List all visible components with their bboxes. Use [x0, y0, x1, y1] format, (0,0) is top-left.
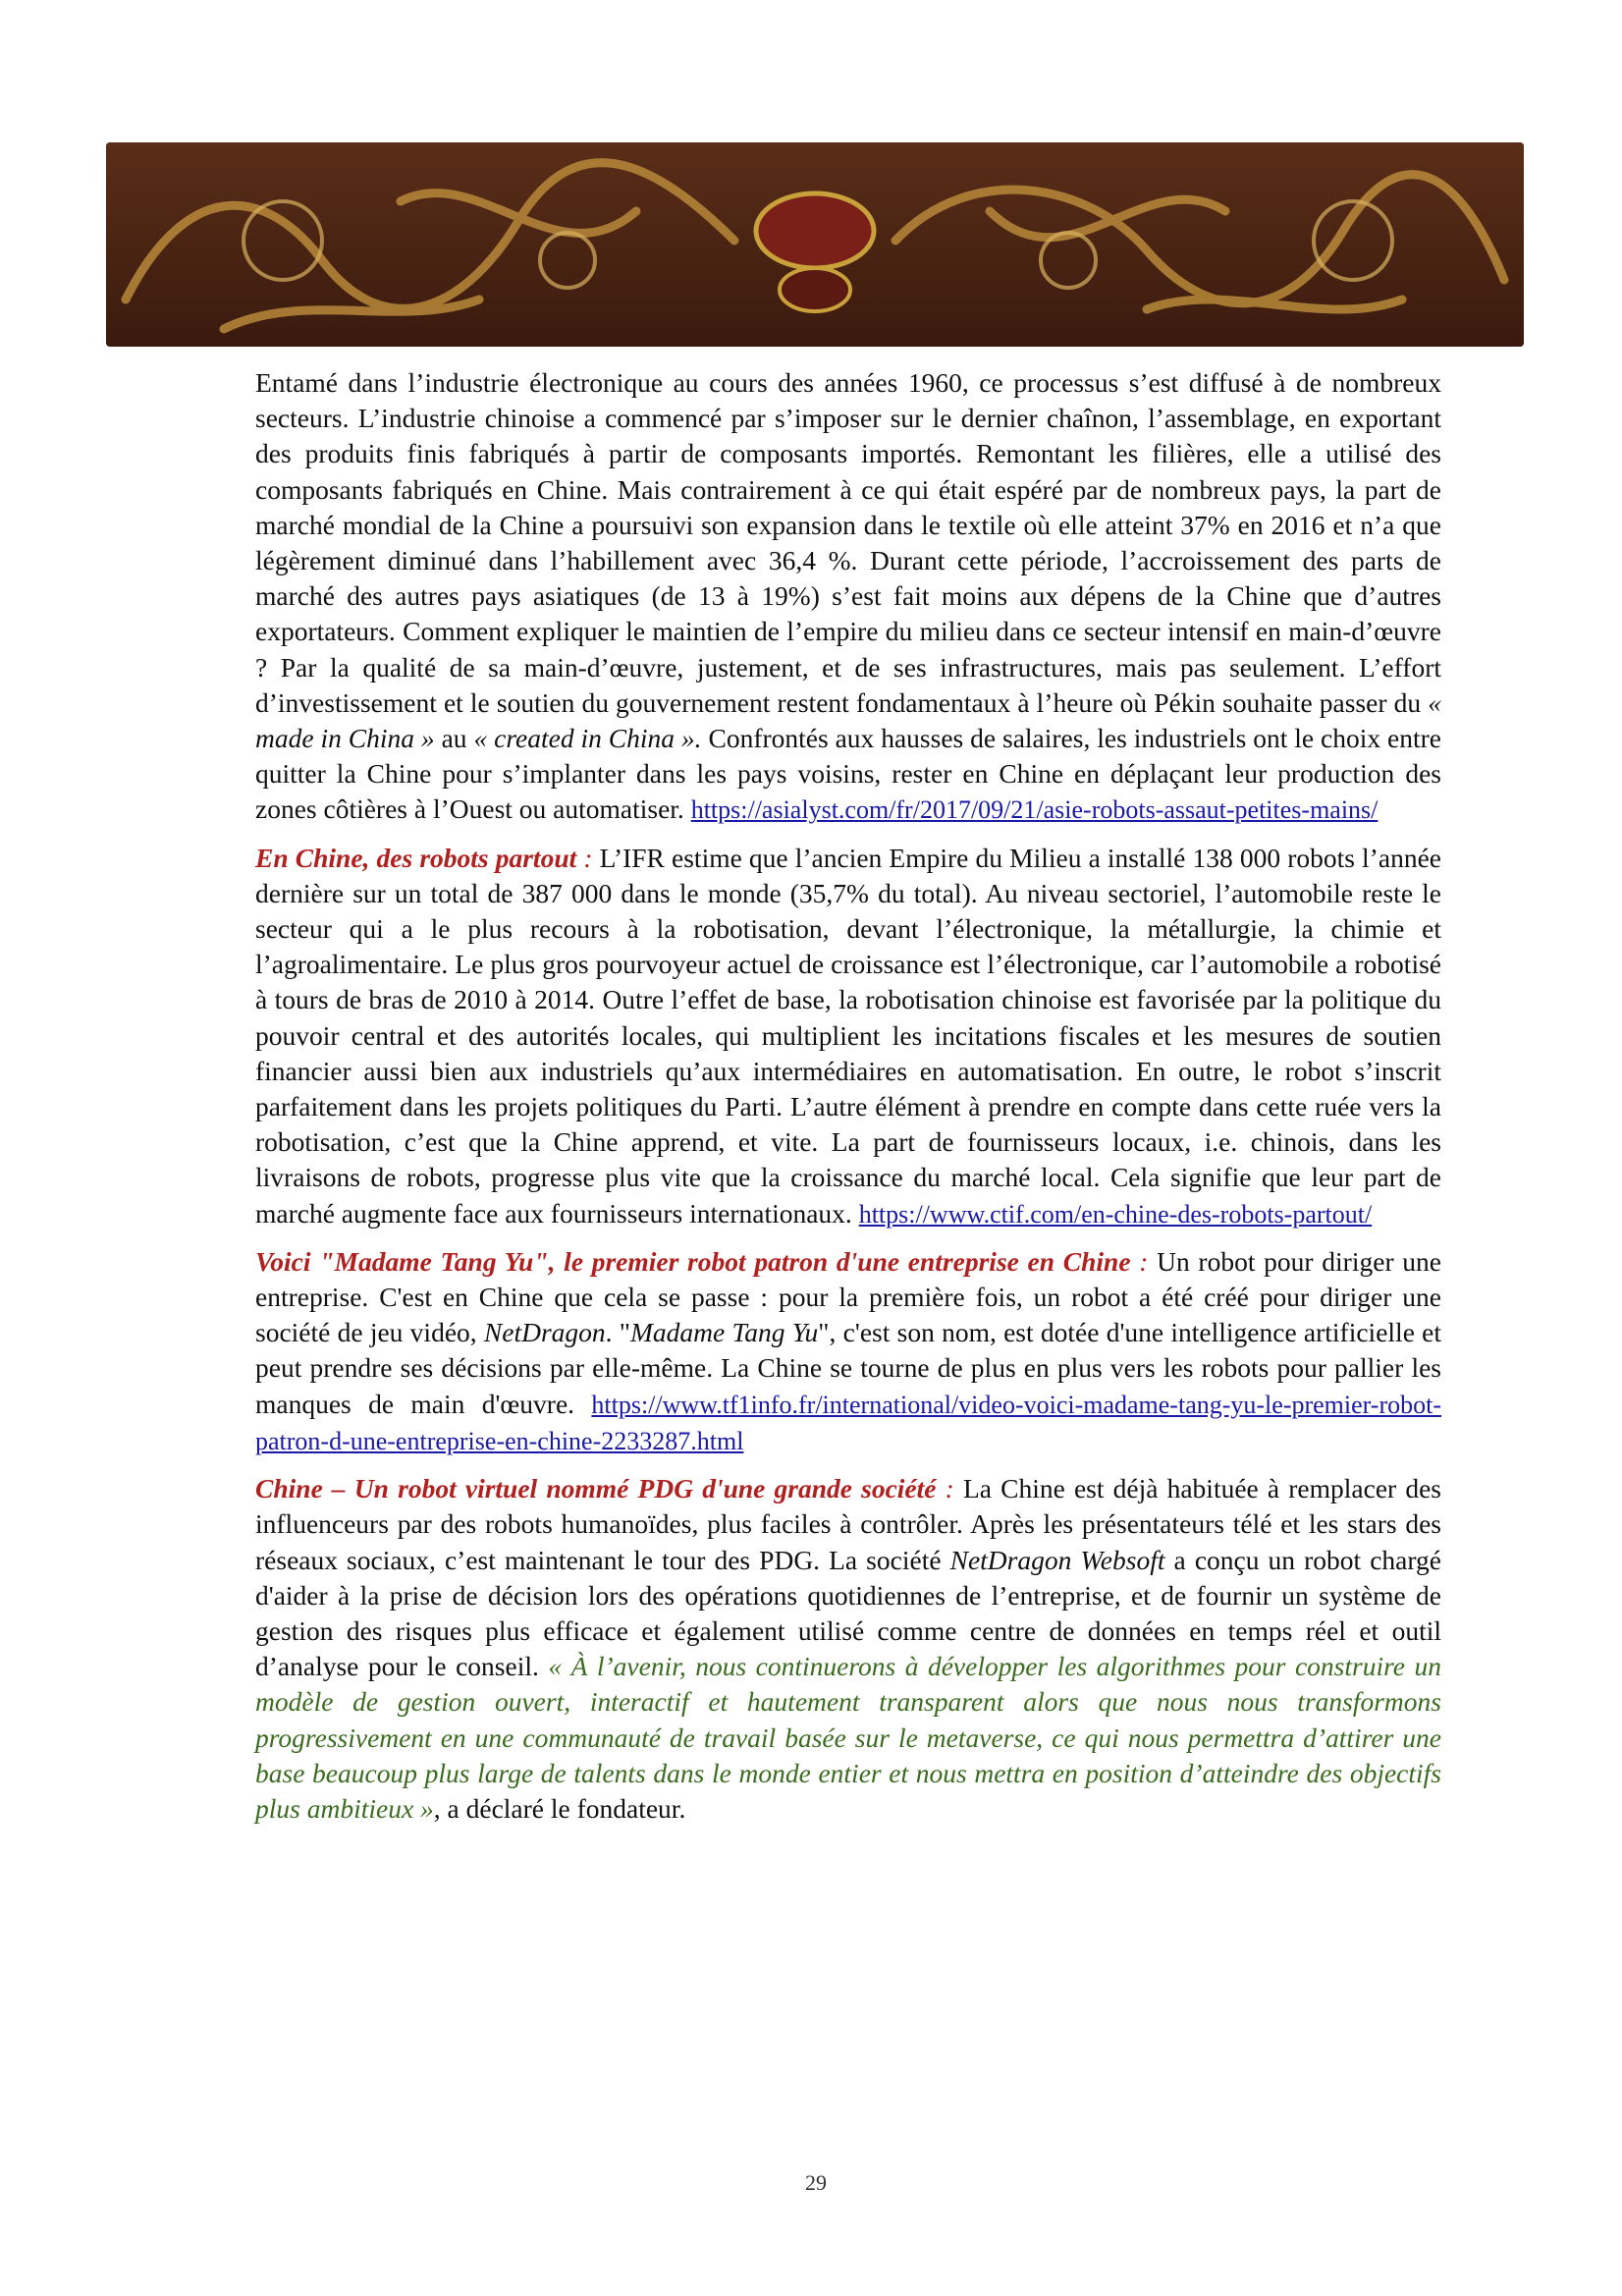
carved-wood-banner-image: [106, 142, 1524, 347]
paragraph-text: au: [434, 723, 474, 754]
carved-wood-panel-image: [106, 142, 1524, 347]
document-body: [255, 365, 1441, 1838]
paragraph-text: , a déclaré le fondateur.: [433, 1792, 686, 1824]
paragraph-2: [255, 841, 1441, 1232]
heading-colon: :: [936, 1473, 954, 1504]
paragraph-text: Confrontés aux hausses de salaires, les industriels ont le choix entre quitter la Chine pour s’implanter dans les pays voisins, rester en Chine en déplaçant leur production des zones côtières à l’Ouest ou automatiser.: [255, 723, 1441, 825]
paragraph-text: Un robot pour diriger une entreprise. C'est en Chine que cela se passe : pour la première fois, un robot a été créé pour diriger une société de jeu vidéo,: [255, 1245, 1442, 1348]
page-number: 29: [805, 2170, 827, 2195]
paragraph-text: Entamé dans l’industrie électronique au cours des années 1960, ce processus s’est diffusé à de nombreux secteurs. L’industrie chinoise a commencé par s’imposer sur le dernier chaînon, l’assemblage, en exportant des produits finis fabriqués à partir de composants importés. Remontant les filières, elle a utilisé des composants fabriqués en Chine. Mais contrairement à ce qui était espéré par de nombreux pays, la part de marché mondial de la Chine a poursuivi son expansion dans le textile où elle atteint 37% en 2016 et n’a que légèrement diminué dans l’habillement avec 36,4 %. Durant cette période, l’accroissement des parts de marché des autres pays asiatiques (de 13 à 19%) s’est fait moins aux dépens de la Chine que d’autres exportateurs. Comment expliquer le maintien de l’empire du milieu dans ce secteur intensif en main-d’œuvre ? Par la qualité de sa main-d’œuvre, justement, et de ses infrastructures, mais pas seulement. L’effort d’investissement et le soutien du gouvernement restent fondamentaux à l’heure où Pékin souhaite passer du: [255, 367, 1441, 718]
emphasis: « created in China ».: [473, 723, 702, 754]
source-link-asialyst[interactable]: https://asialyst.com/fr/2017/09/21/asie-robots-assaut-petites-mains/: [690, 795, 1379, 825]
section-heading: Chine – Un robot virtuel nommé PDG d'une grande société: [255, 1473, 937, 1504]
emphasis: NetDragon Websoft: [949, 1544, 1165, 1575]
emphasis: Madame Tang Yu: [630, 1317, 819, 1348]
paragraph-text: . ": [605, 1317, 631, 1348]
heading-colon: :: [576, 842, 593, 873]
paragraph-4: [255, 1471, 1441, 1827]
quotation: « À l’avenir, nous continuerons à développer les algorithmes pour construire un modèle de gestion ouvert, interactif et hautement transparent alors que nous nous transformons progressivement en une communauté de travail basée sur le metaverse, ce qui nous permettra d’attirer une base beaucoup plus large de talents dans le monde entier et nous mettra en position d’atteindre des objectifs plus ambitieux »: [255, 1651, 1441, 1824]
section-heading: Voici "Madame Tang Yu", le premier robot patron d'une entreprise en Chine: [255, 1245, 1131, 1277]
paragraph-text: ", c'est son nom, est dotée d'une intelligence artificielle et peut prendre ses décisions par elle-même. La Chine se tourne de plus en plus vers les robots pour pallier les manques de main d'œuvre.: [255, 1317, 1441, 1419]
paragraph-1: [255, 365, 1441, 829]
heading-colon: :: [1130, 1245, 1149, 1277]
paragraph-text: a conçu un robot chargé d'aider à la prise de décision lors des opérations quotidiennes de l’entreprise, et de fournir un système de gestion des risques plus efficace et également utilisé comme centre de données en temps réel et outil d’analyse pour le conseil.: [255, 1544, 1441, 1682]
paragraph-text: La Chine est déjà habituée à remplacer des influenceurs par des robots humanoïdes, plus faciles à contrôler. Après les présentateurs télé et les stars des réseaux sociaux, c’est maintenant le tour des PDG. La société: [255, 1473, 1441, 1575]
paragraph-text: L’IFR estime que l’ancien Empire du Milieu a installé 138 000 robots l’année dernière sur un total de 387 000 dans le monde (35,7% du total). Au niveau sectoriel, l’automobile reste le secteur qui a le plus recours à la robotisation, devant l’électronique, la métallurgie, la chimie et l’agroalimentaire. Le plus gros pourvoyeur actuel de croissance est l’électronique, car l’automobile a robotisé à tours de bras de 2010 à 2014. Outre l’effet de base, la robotisation chinoise est favorisée par la politique du pouvoir central et des autorités locales, qui multiplient les incitations fiscales et les mesures de soutien financier aussi bien aux industriels qu’aux intermédiaires en automatisation. En outre, le robot s’inscrit parfaitement dans les projets politiques du Parti. L’autre élément à prendre en compte dans cette ruée vers la robotisation, c’est que la Chine apprend, et vite. La part de fournisseurs locaux, i.e. chinois, dans les livraisons de robots, progresse plus vite que la croissance du marché local. Cela signifie que leur part de marché augmente face aux fournisseurs internationaux.: [255, 842, 1441, 1229]
source-link-ctif[interactable]: https://www.ctif.com/en-chine-des-robots-partout/: [858, 1199, 1373, 1229]
source-link-tf1info[interactable]: https://www.tf1info.fr/international/video-voici-madame-tang-yu-le-premier-robot-patron-d-une-entreprise-en-chine-2233287.html: [255, 1390, 1441, 1455]
paragraph-3: [255, 1244, 1441, 1459]
emphasis: « made in China »: [255, 686, 1441, 754]
section-heading: En Chine, des robots partout: [255, 842, 577, 873]
emphasis: NetDragon: [483, 1317, 606, 1348]
